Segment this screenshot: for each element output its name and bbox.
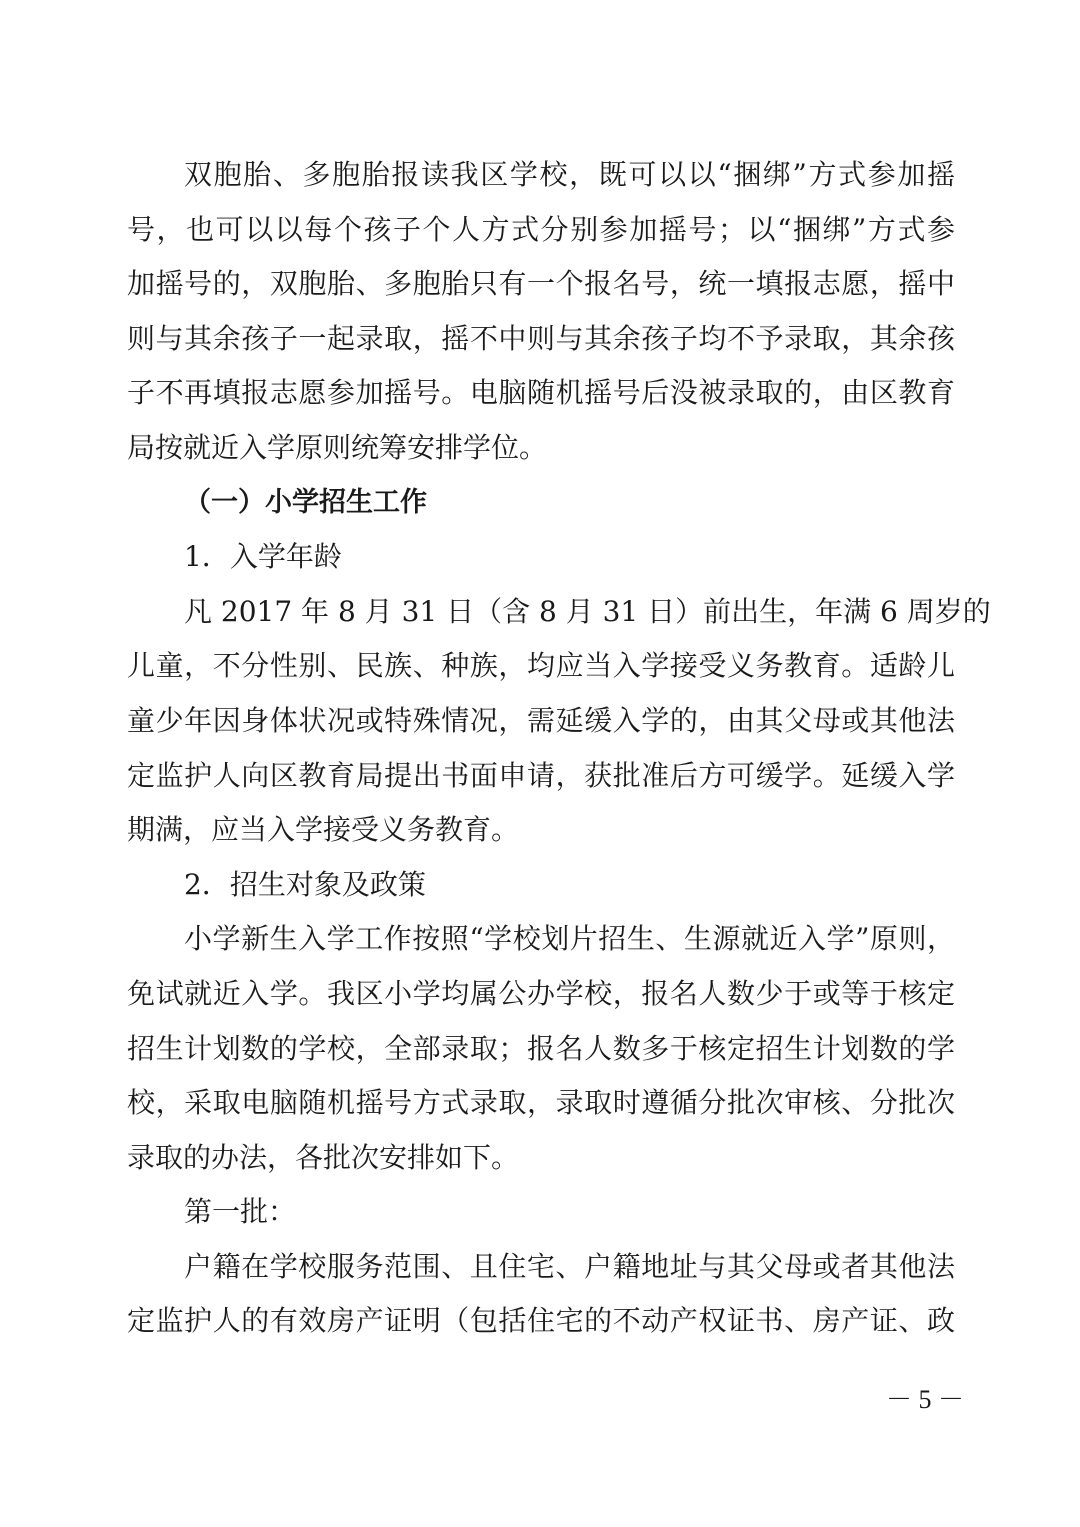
paragraph-line: 加摇号的，双胞胎、多胞胎只有一个报名号，统一填报志愿，摇中 [127, 267, 955, 301]
paragraph-line: 局按就近入学原则统筹安排学位。 [127, 430, 548, 464]
paragraph-line: 双胞胎、多胞胎报读我区学校，既可以以“捆绑”方式参加摇 [184, 158, 955, 191]
paragraph-line: 期满，应当入学接受义务教育。 [127, 813, 520, 847]
batch-label: 第一批： [184, 1195, 297, 1229]
section-heading: （一）小学招生工作 [184, 486, 427, 518]
paragraph-line: 招生计划数的学校，全部录取；报名人数多于核定招生计划数的学 [127, 1031, 955, 1065]
paragraph-line: 童少年因身体状况或特殊情况，需延缓入学的，由其父母或其他法 [127, 703, 955, 737]
document-body [127, 148, 991, 1349]
paragraph-line: 小学新生入学工作按照“学校划片招生、生源就近入学”原则， [184, 922, 955, 956]
paragraph-line: 校，采取电脑随机摇号方式录取，录取时遵循分批次审核、分批次 [127, 1086, 955, 1120]
paragraph-line: 定监护人向区教育局提出书面申请，获批准后方可缓学。延缓入学 [127, 758, 955, 792]
paragraph-line: 号，也可以以每个孩子个人方式分别参加摇号；以“捆绑”方式参 [127, 212, 955, 246]
paragraph-line: 录取的办法，各批次安排如下。 [127, 1140, 520, 1174]
paragraph-line: 免试就近入学。我区小学均属公办学校，报名人数少于或等于核定 [127, 976, 955, 1010]
subsection-heading: 2．招生对象及政策 [184, 867, 426, 901]
paragraph-line: 凡 2017 年 8 月 31 日（含 8 月 31 日）前出生，年满 6 周岁的 [184, 594, 991, 628]
subsection-heading: 1．入学年龄 [184, 540, 342, 574]
paragraph-line: 户籍在学校服务范围、且住宅、户籍地址与其父母或者其他法 [184, 1249, 955, 1283]
paragraph-line: 定监护人的有效房产证明（包括住宅的不动产权证书、房产证、政 [127, 1304, 955, 1338]
paragraph-line: 儿童，不分性别、民族、种族，均应当入学接受义务教育。适龄儿 [127, 649, 955, 683]
paragraph-line: 则与其余孩子一起录取，摇不中则与其余孩子均不予录取，其余孩 [127, 321, 955, 355]
page-number: － 5 － [885, 1385, 964, 1414]
paragraph-line: 子不再填报志愿参加摇号。电脑随机摇号后没被录取的，由区教育 [127, 376, 955, 410]
